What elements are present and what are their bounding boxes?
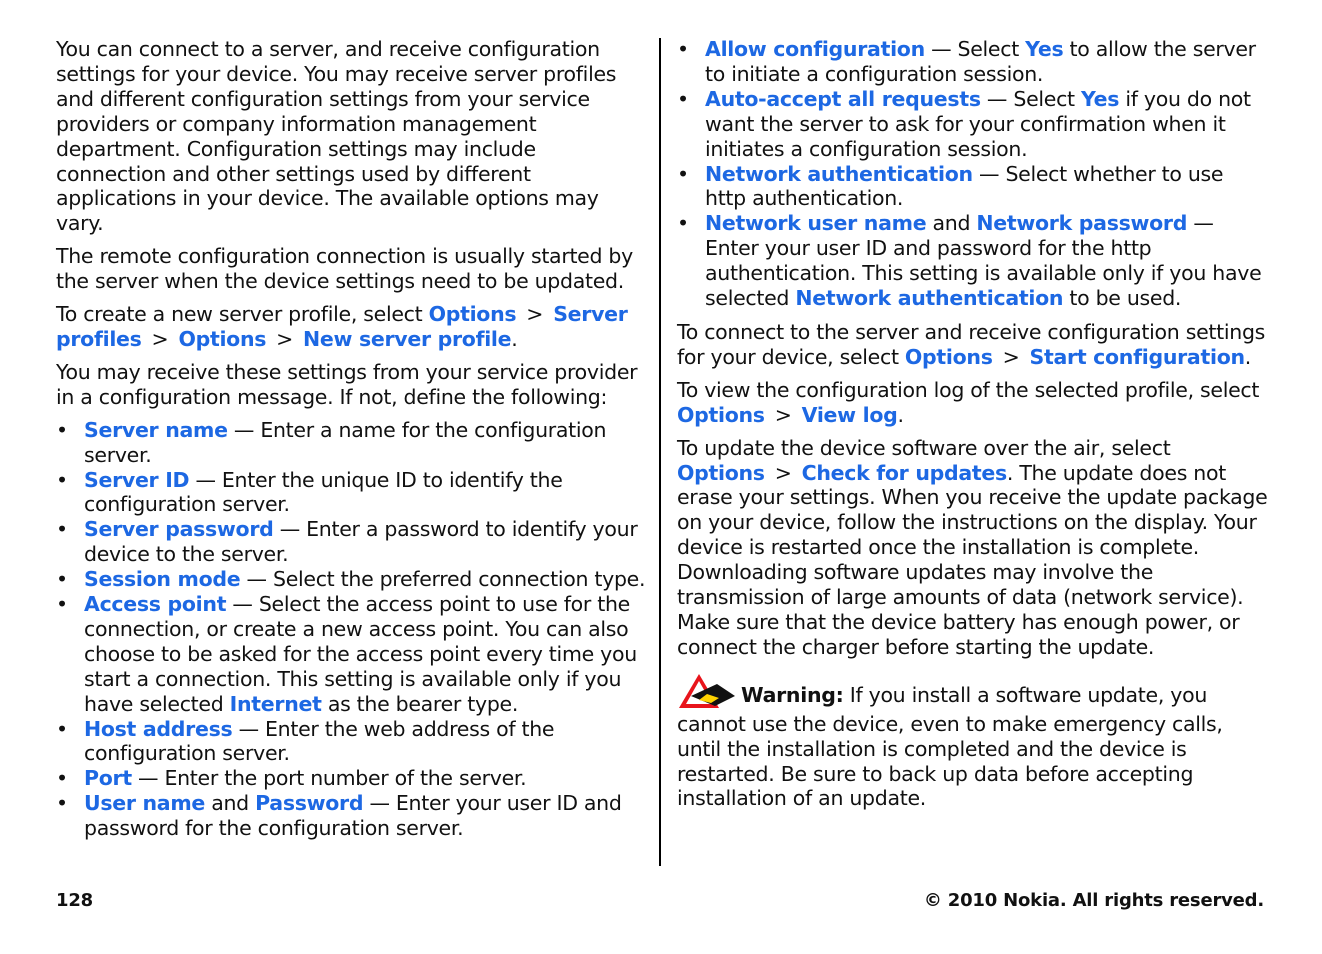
item-text: to be used. [1063, 286, 1182, 311]
list-item [677, 211, 1269, 311]
connect-prefix: To connect to the server and receive configuration settings for your device, select [677, 319, 1266, 369]
path-options[interactable]: Options [428, 302, 517, 327]
item-text: — Enter a password to identify your device to the server. [84, 517, 638, 567]
path-options[interactable]: Options [904, 344, 993, 369]
term-auto-accept[interactable]: Auto-accept all requests [705, 86, 981, 111]
term-server-password[interactable]: Server password [84, 517, 274, 542]
item-text: as the bearer type. [321, 691, 519, 716]
item-text: — Enter your user ID and password for the http authentication. This setting is available only if you have selected [705, 211, 1262, 311]
path-new-server-profile[interactable]: New server profile [303, 326, 512, 351]
create-profile-paragraph [56, 302, 648, 352]
bullet: • [677, 86, 689, 111]
update-paragraph [677, 436, 1269, 660]
bullet: • [56, 517, 68, 542]
log-prefix: To view the configuration log of the selected profile, select [677, 377, 1260, 402]
term-network-authentication[interactable]: Network authentication [795, 286, 1064, 311]
path-options[interactable]: Options [677, 402, 765, 427]
bullet: • [56, 716, 68, 741]
term-host-address[interactable]: Host address [84, 716, 233, 741]
path-options[interactable]: Options [677, 460, 765, 485]
period: . [897, 402, 904, 427]
term-internet[interactable]: Internet [229, 691, 322, 716]
path-separator: > [276, 326, 294, 351]
create-prefix: To create a new server profile, select [56, 302, 429, 327]
item-text: — Enter the unique ID to identify the configuration server. [84, 467, 563, 517]
item-text: — Enter your user ID and password for the configuration server. [84, 791, 622, 841]
item-text: and [926, 211, 977, 236]
copyright: © 2010 Nokia. All rights reserved. [923, 890, 1264, 911]
path-separator: > [526, 302, 544, 327]
item-text: to allow the server to initiate a configuration session. [705, 37, 1256, 86]
column-divider [659, 38, 661, 866]
page-number: 128 [56, 890, 93, 911]
item-text: — Select whether to use http authentication. [705, 161, 1224, 211]
term-port[interactable]: Port [84, 766, 132, 791]
list-item [677, 37, 1269, 87]
term-password[interactable]: Password [255, 791, 364, 816]
path-check-for-updates[interactable]: Check for updates [801, 460, 1007, 485]
path-start-configuration[interactable]: Start configuration [1029, 344, 1245, 369]
warning-label: Warning: [741, 682, 844, 707]
item-text: — Select [924, 37, 1026, 61]
bullet: • [56, 592, 68, 617]
list-item [56, 567, 648, 592]
term-access-point[interactable]: Access point [84, 592, 227, 617]
bullet: • [677, 161, 689, 186]
term-user-name[interactable]: User name [84, 791, 205, 816]
term-session-mode[interactable]: Session mode [84, 567, 241, 592]
list-item [56, 418, 648, 468]
term-server-name[interactable]: Server name [84, 417, 228, 442]
item-text: — Enter the web address of the configuration server. [84, 716, 555, 766]
list-item [56, 766, 648, 791]
item-text: — Select the access point to use for the connection, or create a new access point. You can also choose to be asked for the access point every time you start a connection. This setting is available only if you have selected [84, 592, 637, 716]
bullet: • [56, 567, 68, 592]
left-column [56, 37, 648, 850]
term-yes[interactable]: Yes [1081, 86, 1120, 111]
view-log-paragraph [677, 378, 1269, 428]
list-item [677, 87, 1269, 162]
update-suffix: . The update does not erase your settings. When you receive the update package on your device, follow the instructions on the display. Your device is restarted once the installation is complete. Downloading software updates may involve the transmission of large amounts of data (network service). Make sure that the device battery has enough power, or connect the charger before starting the update. [677, 460, 1268, 659]
item-text: if you do not want the server to ask for your confirmation when it initiates a configuration session. [705, 86, 1251, 161]
path-separator: > [1002, 344, 1020, 369]
item-text: — Enter the port number of the server. [131, 766, 527, 791]
warning-paragraph [677, 672, 1269, 812]
term-network-user-name[interactable]: Network user name [705, 211, 927, 236]
warning-text: If you install a software update, you cannot use the device, even to make emergency calls, until the installation is completed and the device is restarted. Be sure to back up data before accepting installation of an update. [677, 682, 1223, 811]
list-item [56, 517, 648, 567]
list-item [56, 468, 648, 518]
bullet: • [56, 791, 68, 816]
receive-paragraph: You may receive these settings from your service provider in a configuration message. If not, define the following: [56, 359, 638, 409]
intro-paragraph: You can connect to a server, and receive configuration settings for your device. You may receive server profiles and different configuration settings from your service providers or company information management department. Configuration settings may include connection and other settings used by different applications in your device. The available options may vary. [56, 37, 617, 236]
bullet: • [56, 467, 68, 492]
path-separator: > [151, 326, 169, 351]
period: . [511, 326, 518, 351]
list-item [56, 791, 648, 841]
item-text: — Select [980, 86, 1082, 111]
warning-triangle-icon [677, 672, 739, 712]
connect-paragraph [677, 320, 1269, 370]
list-item [677, 162, 1269, 212]
path-separator: > [774, 402, 792, 427]
item-text: — Enter a name for the configuration server. [84, 417, 607, 467]
list-item [56, 717, 648, 767]
right-column [677, 37, 1269, 819]
bullet: • [677, 37, 689, 61]
term-server-id[interactable]: Server ID [84, 467, 190, 492]
item-text: and [205, 791, 256, 816]
term-network-password[interactable]: Network password [976, 211, 1188, 236]
remote-paragraph: The remote configuration connection is usually started by the server when the device settings need to be updated. [56, 244, 633, 294]
path-separator: > [774, 460, 792, 485]
term-allow-configuration[interactable]: Allow configuration [705, 37, 925, 61]
item-text: — Select the preferred connection type. [240, 567, 646, 592]
bullet: • [677, 211, 689, 236]
period: . [1244, 344, 1251, 369]
path-server-profiles[interactable]: Server profiles [56, 302, 628, 351]
path-options[interactable]: Options [178, 326, 267, 351]
connection-settings-list [677, 37, 1269, 311]
term-yes[interactable]: Yes [1025, 37, 1064, 61]
server-settings-list [56, 418, 648, 841]
list-item [56, 592, 648, 717]
path-view-log[interactable]: View log [801, 402, 898, 427]
bullet: • [56, 417, 68, 442]
term-network-authentication[interactable]: Network authentication [705, 161, 973, 186]
bullet: • [56, 766, 68, 791]
update-prefix: To update the device software over the air, select [677, 435, 1171, 460]
